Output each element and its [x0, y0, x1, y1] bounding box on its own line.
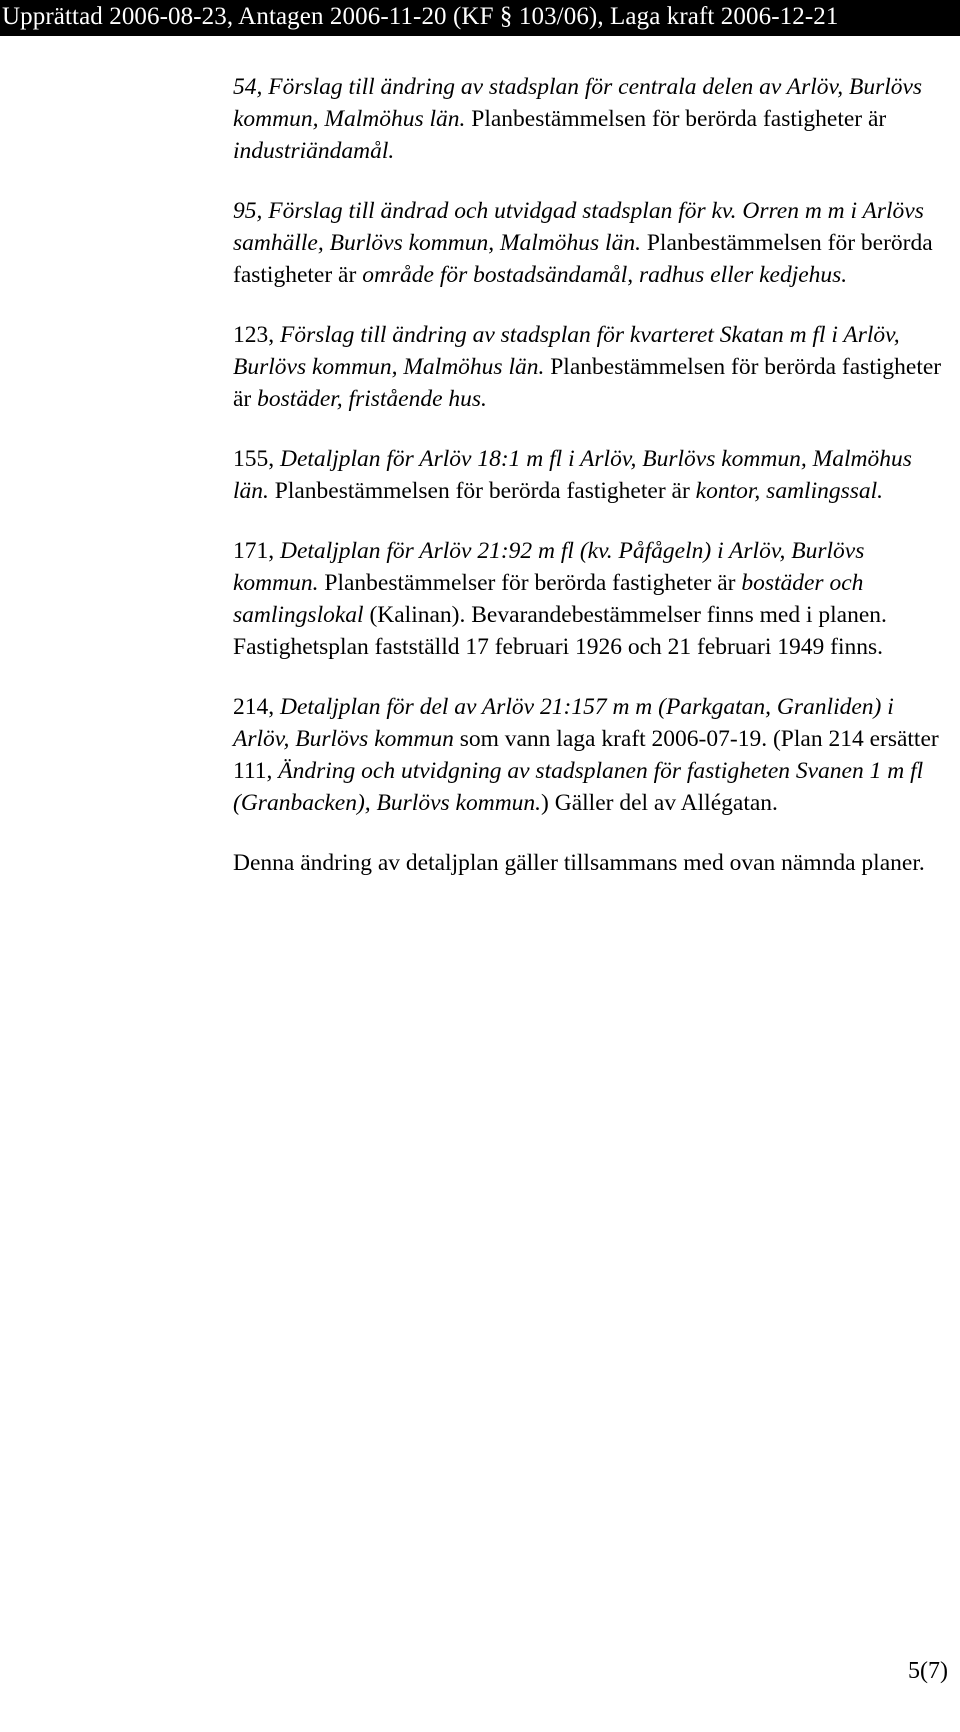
text-segment: Denna ändring av detaljplan gäller tillsammans med ovan nämnda planer.	[233, 850, 925, 876]
text-segment: ) Gäller del av Allégatan.	[541, 790, 778, 816]
header-text: Upprättad 2006-08-23, Antagen 2006-11-20 (KF § 103/06), Laga kraft 2006-12-21	[2, 3, 839, 30]
text-segment: Ändring och utvidgning av stadsplanen för fastigheten Svanen 1 m fl (Granbacken), Burlövs kommun.	[233, 758, 924, 816]
text-segment: 214,	[233, 694, 280, 720]
text-segment: Förslag till ändring av stadsplan för kvarteret Skatan m fl i Arlöv, Burlövs kommun, Malmöhus län.	[233, 322, 900, 380]
text-segment: kontor, samlingssal.	[695, 478, 884, 504]
text-segment: Planbestämmelsen för berörda fastigheter är	[233, 230, 933, 288]
text-segment: bostäder, fristående hus.	[257, 386, 487, 412]
text-segment: bostäder och samlingslokal	[233, 570, 864, 628]
paragraph-plan-95	[233, 195, 951, 291]
text-segment: Planbestämmelsen för berörda fastigheter är	[268, 478, 696, 504]
page-number: 5(7)	[908, 1658, 948, 1684]
text-segment: 54, Förslag till ändring av stadsplan för centrala delen av Arlöv, Burlövs kommun, Malmöhus län.	[233, 74, 923, 132]
paragraph-closing-note	[233, 847, 951, 879]
paragraph-plan-171	[233, 535, 951, 663]
text-segment: Planbestämmelsen för berörda fastigheter är	[233, 354, 942, 412]
text-segment: Detaljplan för Arlöv 21:92 m fl (kv. Påfågeln) i Arlöv, Burlövs kommun.	[233, 538, 865, 596]
text-segment: Detaljplan för del av Arlöv 21:157 m m (Parkgatan, Granliden) i Arlöv, Burlövs kommun	[233, 694, 894, 752]
header-bar	[0, 0, 960, 36]
text-segment: 123,	[233, 322, 280, 348]
paragraph-plan-214	[233, 691, 951, 819]
text-segment: Planbestämmelser för berörda fastigheter är	[318, 570, 742, 596]
text-segment: 155,	[233, 446, 280, 472]
text-segment: Planbestämmelsen för berörda fastigheter är	[465, 106, 887, 132]
text-segment: industriändamål.	[233, 138, 395, 164]
text-segment: område för bostadsändamål, radhus eller kedjehus.	[362, 262, 848, 288]
text-segment: (Kalinan). Bevarandebestämmelser finns med i planen. Fastighetsplan fastställd 17 februari 1926 och 21 februari 1949 finns.	[233, 602, 887, 660]
document-body	[233, 71, 951, 907]
text-segment: som vann laga kraft 2006-07-19. (Plan 214 ersätter 111,	[233, 726, 939, 784]
text-segment: 95, Förslag till ändrad och utvidgad stadsplan för kv. Orren m m i Arlövs samhälle, Burlövs kommun, Malmöhus län.	[233, 198, 924, 256]
paragraph-plan-155	[233, 443, 951, 507]
paragraph-plan-54	[233, 71, 951, 167]
text-segment: Detaljplan för Arlöv 18:1 m fl i Arlöv, Burlövs kommun, Malmöhus län.	[233, 446, 912, 504]
paragraph-plan-123	[233, 319, 951, 415]
text-segment: 171,	[233, 538, 280, 564]
